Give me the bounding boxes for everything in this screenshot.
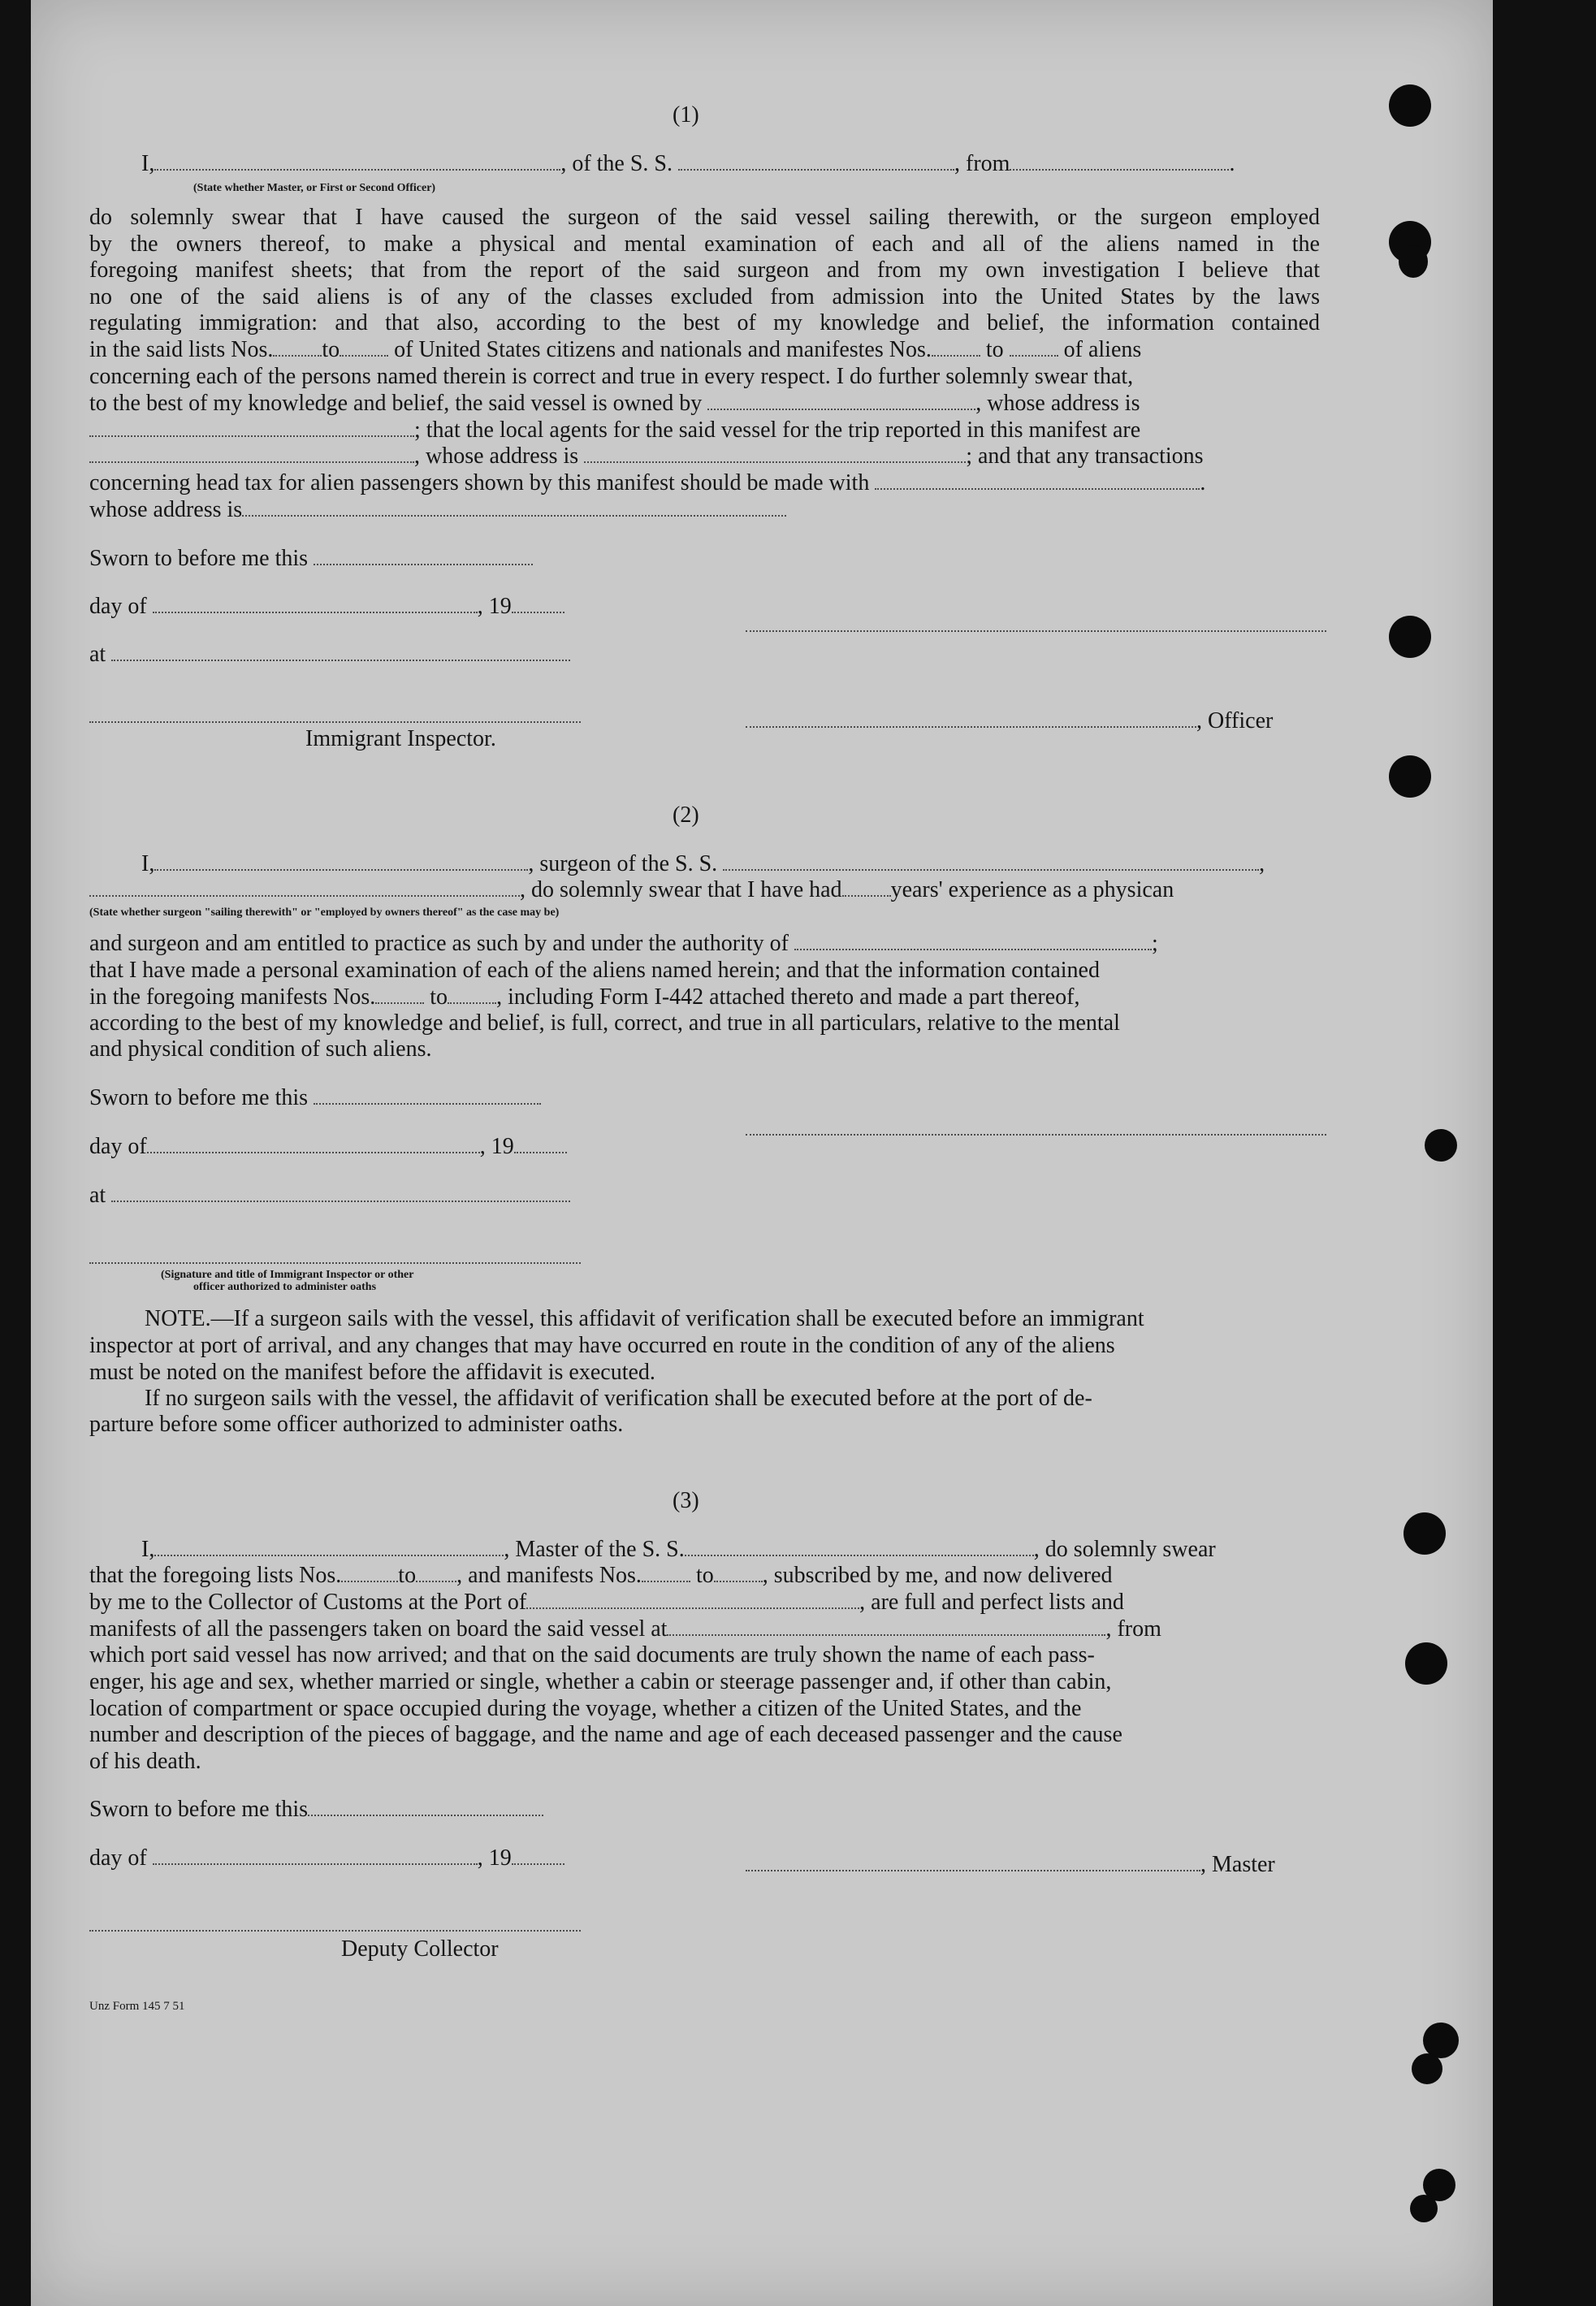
- master-name-field[interactable]: [154, 1554, 504, 1556]
- section-2-heading: (2): [673, 803, 699, 828]
- punch-hole: [1410, 2195, 1438, 2222]
- surgeon-signature-line[interactable]: [746, 1134, 1326, 1136]
- surgeon-name-field[interactable]: [154, 868, 528, 871]
- punch-hole: [1425, 1129, 1457, 1162]
- punch-hole: [1404, 1512, 1446, 1555]
- section-1-owner-line: to the best of my knowledge and belief, the said vessel is owned by , whose address is: [89, 391, 1140, 416]
- section-3-line-2: that the foregoing lists Nos. to , and manifests Nos. to , subscribed by me, and now delivered: [89, 1563, 1113, 1588]
- punch-hole: [1412, 2053, 1442, 2084]
- contact-address-field[interactable]: [242, 514, 786, 517]
- master-signature-field[interactable]: [746, 1869, 1200, 1871]
- surgeon-status-note: (State whether surgeon "sailing therewith" or "employed by owners thereof" as the case may be): [89, 906, 560, 919]
- sworn-month-field[interactable]: [147, 1151, 480, 1153]
- officer-name-field[interactable]: [154, 168, 560, 171]
- section-3-line-1: I, , Master of the S. S. , do solemnly swear: [141, 1537, 1216, 1562]
- sworn-day-field[interactable]: [314, 1102, 541, 1105]
- sworn-month-field[interactable]: [153, 1863, 478, 1865]
- sworn-place-field[interactable]: [111, 1200, 570, 1202]
- officer-rank-note: (State whether Master, or First or Second Officer): [193, 182, 436, 194]
- vessel-name-field[interactable]: [678, 168, 954, 171]
- port-field[interactable]: [526, 1607, 859, 1609]
- lists-from-field[interactable]: [341, 1580, 398, 1582]
- alien-list-to-field[interactable]: [1010, 354, 1058, 357]
- section-3-heading: (3): [673, 1488, 699, 1513]
- section-3-line-5: which port said vessel has now arrived; and that on the said documents are truly shown the name of each pass-: [89, 1642, 1095, 1668]
- manifest-from-field[interactable]: [375, 1002, 424, 1004]
- authority-field[interactable]: [794, 948, 1152, 950]
- lists-to-field[interactable]: [416, 1580, 456, 1582]
- section-1-agents-line: ; that the local agents for the said vessel for the trip reported in this manifest are: [89, 418, 1140, 443]
- punch-hole: [1405, 1642, 1447, 1685]
- manifests-from-field[interactable]: [642, 1580, 690, 1582]
- alien-list-from-field[interactable]: [932, 354, 980, 357]
- agents-address-field[interactable]: [584, 461, 966, 463]
- inspector-signature-line[interactable]: [89, 721, 581, 723]
- sworn-year-field[interactable]: [512, 1863, 564, 1865]
- section-3-master: , Master: [746, 1852, 1275, 1878]
- note-line-3: must be noted on the manifest before the affidavit is executed.: [89, 1360, 655, 1385]
- officer-signature-line[interactable]: [746, 630, 1326, 632]
- inspector-signature-line[interactable]: [89, 1262, 581, 1264]
- form-number: Unz Form 145 7 51: [89, 2000, 185, 2013]
- section-3-line-4: manifests of all the passengers taken on board the said vessel at , from: [89, 1616, 1161, 1642]
- head-tax-contact-field[interactable]: [875, 487, 1200, 490]
- section-2-sworn: Sworn to before me this: [89, 1085, 541, 1111]
- local-agents-field[interactable]: [89, 461, 414, 463]
- manifests-to-field[interactable]: [714, 1580, 763, 1582]
- section-3-sworn: Sworn to before me this: [89, 1797, 543, 1823]
- section-1-agent-address-line: , whose address is ; and that any transactions: [89, 443, 1204, 469]
- section-3-line-3: by me to the Collector of Customs at the Port of , are full and perfect lists and: [89, 1590, 1124, 1615]
- section-1-contact-address-line: whose address is: [89, 497, 786, 523]
- signature-note-2: officer authorized to administer oaths: [193, 1281, 377, 1293]
- note-line-2: inspector at port of arrival, and any changes that may have occurred en route in the condition of any of the aliens: [89, 1333, 1115, 1358]
- deputy-signature-line[interactable]: [89, 1930, 581, 1932]
- surgeon-vessel-field[interactable]: [723, 868, 1259, 871]
- note-line-4: If no surgeon sails with the vessel, the affidavit of verification shall be executed before at the port of de-: [145, 1386, 1092, 1411]
- section-1-day: day of , 19: [89, 594, 564, 620]
- punch-hole: [1389, 84, 1431, 127]
- section-1-heading: (1): [673, 102, 699, 128]
- section-1-at: at: [89, 642, 570, 668]
- section-2-authority-line: and surgeon and am entitled to practice as such by and under the authority of ;: [89, 931, 1158, 956]
- note-line-5: parture before some officer authorized to administer oaths.: [89, 1412, 624, 1437]
- surgeon-status-field[interactable]: [89, 894, 520, 897]
- section-2-line-p2: that I have made a personal examination of each of the aliens named herein; and that the information contained: [89, 958, 1100, 983]
- section-1-line-p7: concerning each of the persons named therein is correct and true in every respect. I do further solemnly swear that,: [89, 364, 1134, 389]
- section-1-headtax-line: concerning head tax for alien passengers shown by this manifest should be made with .: [89, 470, 1206, 495]
- deputy-collector-label: Deputy Collector: [341, 1936, 499, 1962]
- owner-address-field[interactable]: [89, 435, 414, 437]
- section-3-line-8: number and description of the pieces of baggage, and the name and age of each deceased passenger and the cause: [89, 1722, 1122, 1747]
- section-3-line-7: location of compartment or space occupied during the voyage, whether a citizen of the United States, and the: [89, 1696, 1082, 1721]
- citizen-list-to-field[interactable]: [340, 354, 388, 357]
- manifest-to-field[interactable]: [448, 1002, 496, 1004]
- sworn-place-field[interactable]: [111, 659, 570, 661]
- years-experience-field[interactable]: [842, 894, 891, 897]
- citizen-list-from-field[interactable]: [273, 354, 322, 357]
- officer-signature-field[interactable]: [746, 725, 1196, 728]
- section-2-day: day of , 19: [89, 1134, 567, 1160]
- section-2-line-p5: and physical condition of such aliens.: [89, 1036, 432, 1062]
- immigrant-inspector-label: Immigrant Inspector.: [305, 726, 496, 751]
- sworn-day-field[interactable]: [314, 563, 533, 565]
- section-3-day: day of , 19: [89, 1845, 564, 1871]
- section-1-sworn: Sworn to before me this: [89, 546, 533, 572]
- note-line-1: NOTE.—If a surgeon sails with the vessel, this affidavit of verification shall be executed before an immigrant: [145, 1306, 1144, 1331]
- master-vessel-field[interactable]: [685, 1554, 1034, 1556]
- sworn-day-field[interactable]: [308, 1814, 543, 1816]
- vessel-owner-field[interactable]: [707, 408, 975, 410]
- signature-note-1: (Signature and title of Immigrant Inspector or other: [161, 1269, 414, 1281]
- section-1-list-numbers: in the said lists Nos. to of United States citizens and nationals and manifestes Nos. to of aliens: [89, 337, 1142, 362]
- section-3-line-6: enger, his age and sex, whether married or single, whether a cabin or steerage passenger and, if other than cabin,: [89, 1669, 1112, 1694]
- section-2-line-1: I, , surgeon of the S. S. ,: [141, 851, 1265, 876]
- punch-hole: [1399, 245, 1428, 278]
- section-2-line-p4: according to the best of my knowledge and belief, is full, correct, and true in all particulars, relative to the mental: [89, 1010, 1120, 1036]
- from-port-field[interactable]: [1010, 168, 1229, 171]
- section-2-manifest-line: in the foregoing manifests Nos. to , including Form I-442 attached thereto and made a part thereof,: [89, 984, 1080, 1010]
- section-2-line-2: , do solemnly swear that I have had years' experience as a physican: [89, 877, 1174, 903]
- punch-hole: [1389, 755, 1431, 798]
- document-page: [31, 0, 1493, 2306]
- section-3-line-9: of his death.: [89, 1749, 201, 1774]
- section-2-at: at: [89, 1183, 570, 1209]
- section-1-officer: , Officer: [746, 708, 1273, 734]
- sworn-year-field[interactable]: [512, 611, 564, 613]
- boarding-port-field[interactable]: [667, 1633, 1105, 1636]
- sworn-year-field[interactable]: [514, 1151, 567, 1153]
- section-1-body: do solemnly swear that I have caused the surgeon of the said vessel sailing therewith, or the surgeon employed by the owners thereof, to make a physical and mental examination of each and all of the aliens named in the foregoing manifest sheets; that from the report of the said surgeon and from my own investigation I believe that no one of the said aliens is of any of the classes excluded from admission into the United States by the laws regulating immigration: and that also, according to the best of my knowledge and belief, the information contained: [89, 205, 1320, 336]
- section-1-line-1: I, , of the S. S. , from .: [141, 151, 1235, 176]
- punch-hole: [1389, 616, 1431, 658]
- sworn-month-field[interactable]: [153, 611, 478, 613]
